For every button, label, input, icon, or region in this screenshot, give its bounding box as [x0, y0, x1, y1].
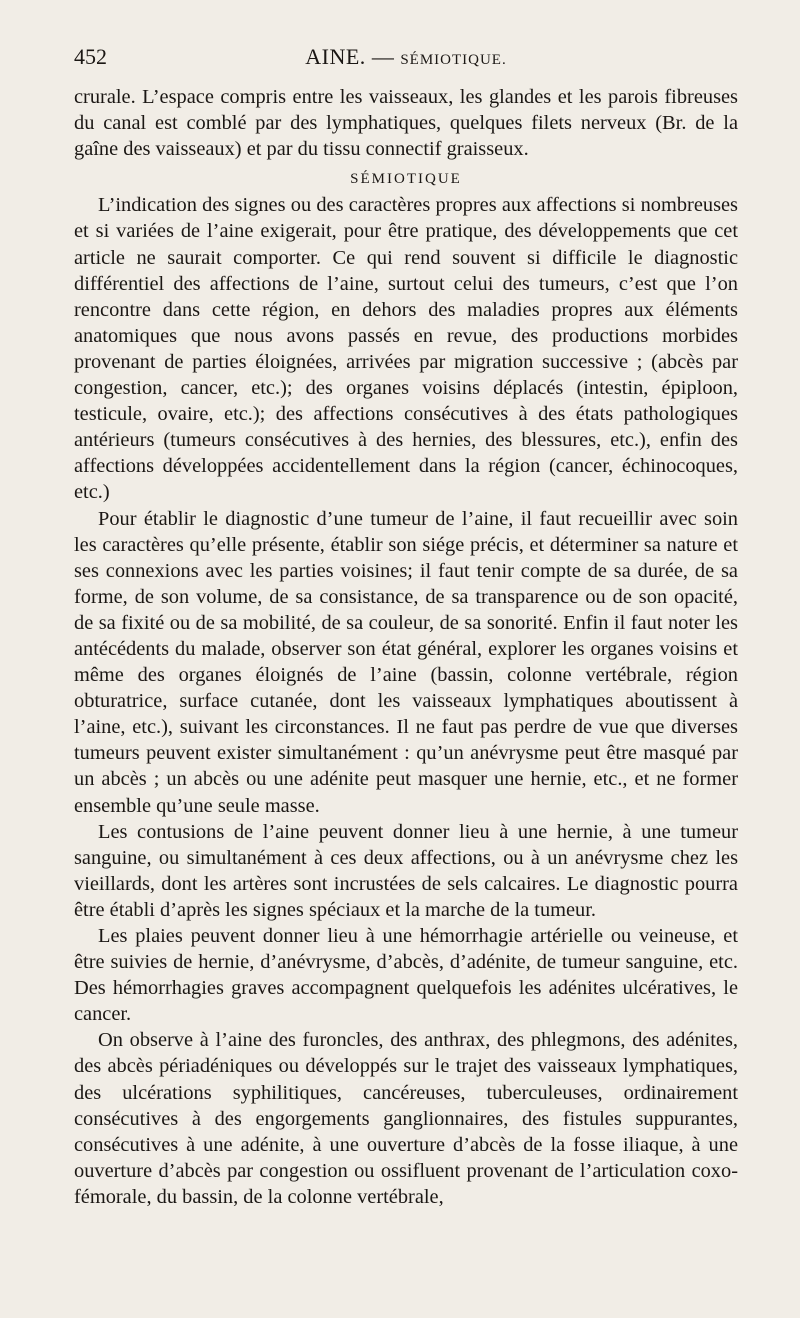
paragraph-indication: L’indication des signes ou des caractères propres aux affections si nombreuses et si variées de l’aine exigerait, pour être pratique, des développements que cet article ne saurait comporter. Ce qui rend souvent si difficile le diagnostic différentiel des affections de l’aine, surtout celui des tumeurs, c’est que l’on rencontre dans cette région, en dehors des maladies propres aux éléments anatomiques que nous avons passés en revue, des productions morbides provenant de parties éloignées, arrivées par migration successive ; (abcès par congestion, cancer, etc.); des organes voisins déplacés (intestin, épiploon, testicule, ovaire, etc.); des affections consécutives à des états pathologiques antérieurs (tumeurs consécutives à des hernies, des blessures, etc.), enfin des affections développées accidentellement dans la région (cancer, échinocoques, etc.) — [74, 194, 738, 504]
running-title — [74, 44, 738, 70]
paragraph-plaies: Les plaies peuvent donner lieu à une hémorrhagie artérielle ou veineuse, et être suivies de hernie, d’anévrysme, d’abcès, d’adénite, de tumeur sanguine, etc. Des hémorrhagies graves accompagnent quelquefois les adénites ulcératives, le cancer. — [74, 925, 738, 1026]
paragraph-continuation: crurale. L’espace compris entre les vaisseaux, les glandes et les parois fibreuses du canal est comblé par des lymphatiques, quelques filets nerveux (Br. de la gaîne des vaisseaux) et par du tissu connectif graisseux. — [74, 86, 738, 161]
paragraph-furoncles: On observe à l’aine des furoncles, des anthrax, des phlegmons, des adénites, des abcès périadéniques ou développés sur le trajet des vaisseaux lymphatiques, des ulcérations syphilitiques, cancéreuses, tuberculeuses, ordinairement consécutives à des engorgements ganglionnaires, des fistules suppurantes, consécutives à une adénite, à une ouverture d’abcès de la fosse iliaque, à une ouverture d’abcès par congestion ou ossifluent provenant de l’articulation coxo-fémorale, du bassin, de la colonne vertébrale, — [74, 1029, 738, 1208]
running-title-main: AINE. — [305, 44, 366, 69]
body-text — [74, 84, 738, 1210]
paragraph-contusions: Les contusions de l’aine peuvent donner lieu à une hernie, à une tumeur sanguine, ou simultanément à ces deux affections, ou à un anévrysme chez les vieillards, dont les artères sont incrustées de sels calcaires. Le diagnostic pourra être établi d’après les signes spéciaux et la marche de la tumeur. — [74, 820, 738, 921]
paragraph-diagnostic: Pour établir le diagnostic d’une tumeur de l’aine, il faut recueillir avec soin les caractères qu’elle présente, établir son siége précis, et déterminer sa nature et ses connexions avec les parties voisines; il faut tenir compte de sa durée, de sa forme, de son volume, de sa consistance, de sa transparence ou de son opacité, de sa fixité ou de sa mobilité, de sa couleur, de sa sonorité. Enfin il faut noter les antécédents du malade, observer son état général, explorer les organes voisins et même des organes éloignés de l’aine (bassin, colonne vertébrale, région obturatrice, surface cutanée, dont les vaisseaux lymphatiques aboutissent à l’aine, etc.), suivant les circonstances. Il ne faut pas perdre de vue que diverses tumeurs peuvent exister simultanément : qu’un anévrysme peut être masqué par un abcès ; un abcès ou une adénite peut masquer une hernie, etc., et ne former ensemble qu’une seule masse. — [74, 507, 738, 817]
running-title-subtitle: SÉMIOTIQUE. — [400, 52, 507, 68]
section-heading: SÉMIOTIQUE — [350, 171, 462, 188]
page-number: 452 — [74, 44, 107, 69]
running-title-separator: — — [365, 44, 401, 69]
running-head — [74, 44, 738, 74]
